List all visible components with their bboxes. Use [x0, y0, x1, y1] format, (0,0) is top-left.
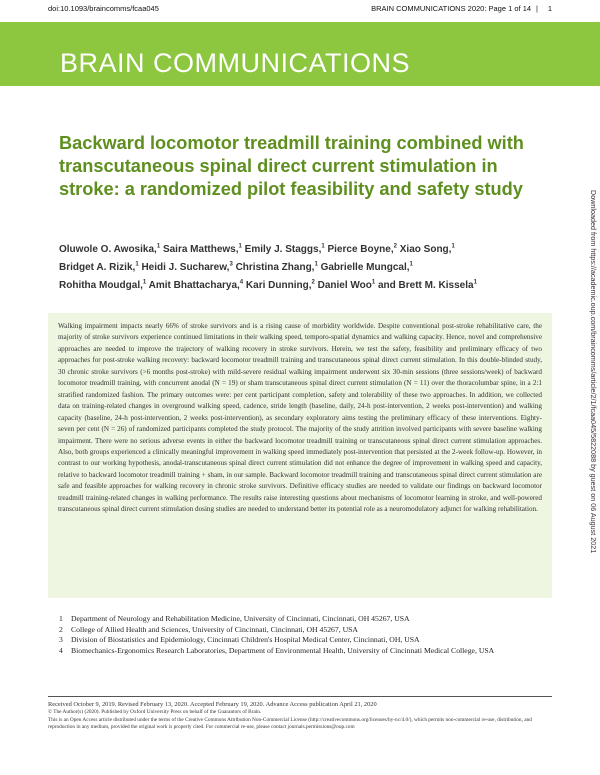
affiliation-list [59, 614, 559, 656]
author[interactable]: Gabrielle Mungcal,$^1$ [320, 261, 413, 274]
affiliation-item: 1 Department of Neurology and Rehabilitation Medicine, University of Cincinnati, Cincinnati, OH 45267, USA [59, 614, 410, 623]
affiliation-item: 4 Biomechanics-Ergonomics Research Laboratories, Department of Environmental Health, University of Cincinnati Medical College, USA [59, 645, 495, 655]
doi[interactable]: doi:10.1093/braincomms/fcaa045 [48, 4, 159, 13]
copyright-line: © The Author(s) (2020). Published by Oxford University Press on behalf of the Guarantors of Brain. [48, 709, 262, 715]
journal-header-band [0, 22, 600, 86]
journal-page-info [371, 4, 543, 13]
abstract-box [48, 313, 552, 598]
author[interactable]: Bridget A. Rizik,$^1$ [59, 261, 139, 274]
author-list [59, 240, 549, 293]
received-dates: Received October 9, 2019. Revised February 13, 2020. Accepted February 19, 2020. Advance Access publication April 21, 2020 [48, 701, 377, 708]
journal-page-label: BRAIN COMMUNICATIONS 2020: Page 1 of 14 [371, 4, 532, 13]
author[interactable]: Xiao Song,$^1$ [399, 244, 455, 256]
abstract-text: Walking impairment impacts nearly 66% of stroke survivors and is a rising cause of morbidity worldwide. Despite conventional post-stroke rehabilitative care, the majority of stroke survivors experience continued limitations in their walking speed, temporo-spatial dynamics and walking capacity. Hence, novel and comprehensive approaches are needed to improve the trajectory of walking recovery in stroke survivors. Herein, we test the safety, feasibility and preliminary efficacy of two approaches for post-stroke walking recovery: backward locomotor treadmill training and transcutaneous spinal direct current stimulation. In this double-blinded study, 30 chronic stroke survivors (>6 months post-stroke) with mild-severe residual walking impairment underwent six 30-min sessions (three sessions/week) of backward locomotor treadmill training, with concurrent anodal (N = 19) or sham transcutaneous spinal direct current stimulation (N = 11) over the thoracolumbar spine, in a 2:1 stratified randomized fashion. The primary outcomes were: per cent participant completion, safety and tolerability of these two approaches. In addition, we collected data on training-related changes in overground walking speed, cadence, stride length (baseline, daily, 24-h post-intervention, 2 weeks post-intervention) and walking capacity (baseline, 24-h post-intervention, 2 weeks post-intervention), as secondary exploratory aims testing the preliminary efficacy of these interventions. Eighty-seven per cent (N = 26) of randomized participants completed the study protocol. The majority of the study attrition involved participants with severe baseline walking impairment. There were no serious adverse events in either the backward locomotor treadmill training or transcutaneous spinal direct current stimulation approaches. Also, both groups experienced a clinically meaningful improvement in walking speed immediately post-intervention that persisted at the 2-week follow-up. However, in contrast to our working hypothesis, anodal-transcutaneous spinal direct current stimulation did not enhance the degree of improvement in walking speed and capacity, relative to backward locomotor treadmill training + sham, in our sample. Backward locomotor treadmill training and transcutaneous spinal direct current stimulation are safe and feasible approaches for walking recovery in chronic stroke survivors. Definitive efficacy studies are needed to validate our findings on backward locomotor treadmill training-related changes in walking performance. The results raise interesting questions about mechanisms of locomotor learning in stroke, and well-powered transcutaneous spinal direct current stimulation dosing studies are needed to understand better its potential role as a neuromodulatory adjunct for walking rehabilitation. [58, 322, 542, 514]
license-text: This is an Open Access article distributed under the terms of the Creative Commons Attribution Non-Commercial License (http://creativecommons.org/licenses/by-nc/4.0/), which permits non-commercial re-use, distribution, and reproduction in any medium, provided the original work is properly cited. For commercial re-use, please contact journals.permissions@oup.com [48, 716, 532, 731]
author[interactable]: Heidi J. Sucharew,$^3$ [141, 261, 233, 274]
article-footer [48, 701, 552, 732]
author[interactable]: Saira Matthews,$^1$ [162, 244, 242, 256]
affiliation-item: 2 College of Allied Health and Sciences, University of Cincinnati, Cincinnati, OH 45267, USA [59, 624, 358, 634]
page-number: 1 [547, 4, 552, 13]
author[interactable]: Kari Dunning,$^2$ [245, 279, 315, 291]
article-title: Backward locomotor treadmill training combined with transcutaneous spinal direct current stimulation in stroke: a randomized pilot feasibility and safety study [59, 133, 524, 199]
author[interactable]: Pierce Boyne,$^2$ [327, 244, 397, 256]
author[interactable]: and Brett M. Kissela$^1$ [378, 279, 477, 291]
author[interactable]: Rohitha Moudgal,$^1$ [59, 279, 147, 291]
footer-divider [48, 696, 552, 697]
author[interactable]: Amit Bhattacharya,$^4$ [148, 279, 244, 291]
download-watermark: Downloaded from https://academic.oup.com/braincomms/article/2/1/fcaa045/5822088 by guest on 06 August 2021 [589, 190, 598, 554]
header-separator: | [536, 4, 538, 13]
author[interactable]: Oluwole O. Awosika,$^1$ [59, 244, 161, 256]
author[interactable]: Daniel Woo$^1$ [317, 279, 376, 291]
author[interactable]: Emily J. Staggs,$^1$ [244, 244, 325, 256]
affiliation-item: 3 Division of Biostatistics and Epidemiology, Cincinnati Children's Hospital Medical Center, Cincinnati, OH, USA [59, 635, 420, 644]
author[interactable]: Christina Zhang,$^1$ [235, 261, 318, 274]
journal-brand: BRAIN COMMUNICATIONS [60, 48, 411, 78]
